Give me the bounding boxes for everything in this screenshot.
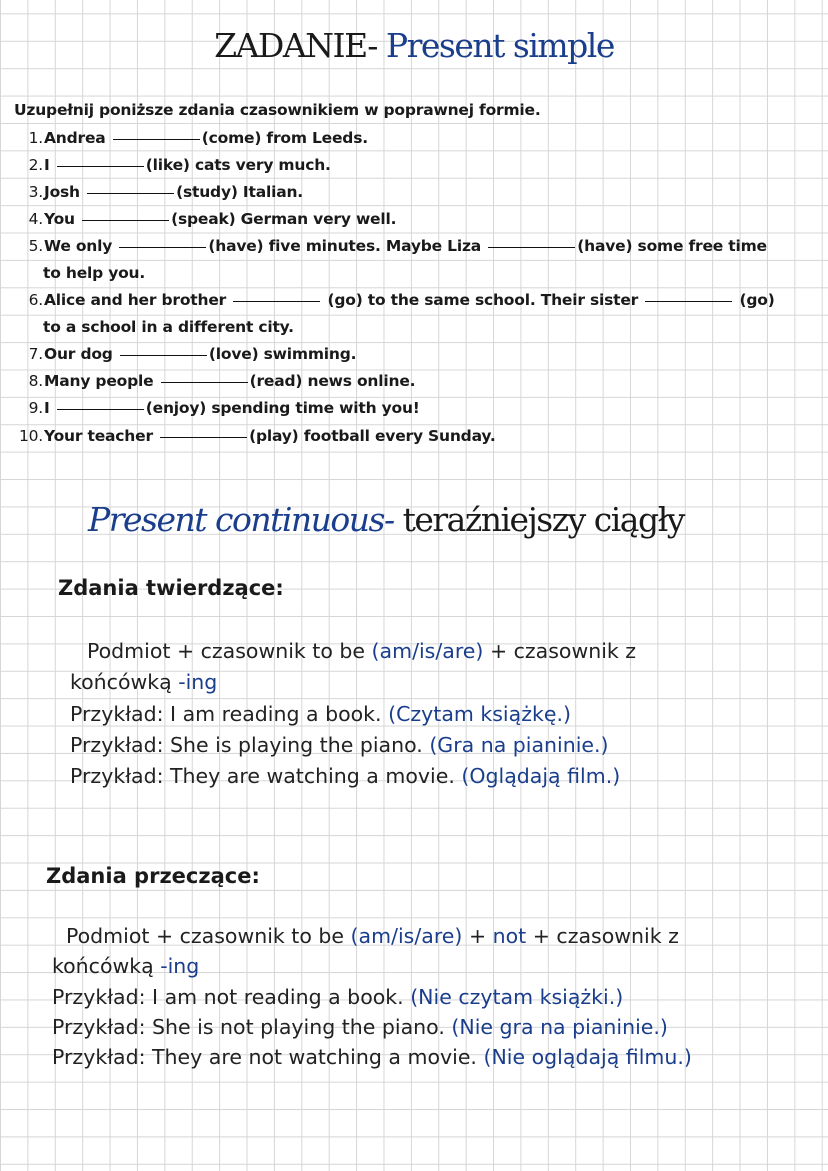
exercise-item-continuation: to a school in a different city.	[43, 318, 294, 336]
affirmative-example: Przykład: I am reading a book. (Czytam książkę.)	[70, 702, 571, 726]
exercise-item: 3.Josh (study) Italian.	[28, 183, 303, 201]
exercise-item: 5.We only (have) five minutes. Maybe Liza (have) some free time	[28, 237, 767, 255]
answer-blank[interactable]	[120, 354, 207, 356]
negative-heading: Zdania przeczące:	[46, 864, 260, 888]
answer-blank[interactable]	[57, 408, 144, 410]
exercise-item: 4.You (speak) German very well.	[28, 210, 397, 228]
section-title-accent: Present continuous-	[88, 500, 403, 539]
affirmative-example: Przykład: They are watching a movie. (Oglądają film.)	[70, 764, 621, 788]
section-title	[88, 500, 684, 539]
exercise-instruction: Uzupełnij poniższe zdania czasownikiem w poprawnej formie.	[14, 101, 541, 119]
affirmative-rule-cont: końcówką -ing	[70, 670, 218, 694]
exercise-item: 10.Your teacher (play) football every Sunday.	[18, 427, 496, 445]
answer-blank[interactable]	[119, 246, 206, 248]
answer-blank[interactable]	[113, 138, 200, 140]
exercise-item: 8.Many people (read) news online.	[28, 372, 416, 390]
negative-rule: Podmiot + czasownik to be (am/is/are) + not + czasownik z	[66, 924, 679, 948]
negative-rule-cont: końcówką -ing	[52, 954, 200, 978]
exercise-item: 6.Alice and her brother (go) to the same school. Their sister (go)	[28, 291, 775, 309]
negative-example: Przykład: I am not reading a book. (Nie czytam książki.)	[52, 985, 624, 1009]
affirmative-example: Przykład: She is playing the piano. (Gra na pianinie.)	[70, 733, 609, 757]
exercise-item: 2.I (like) cats very much.	[28, 156, 331, 174]
negative-example: Przykład: She is not playing the piano. (Nie gra na pianinie.)	[52, 1015, 668, 1039]
answer-blank[interactable]	[233, 300, 320, 302]
answer-blank[interactable]	[57, 165, 144, 167]
affirmative-rule: Podmiot + czasownik to be (am/is/are) + czasownik z	[87, 639, 637, 663]
negative-example: Przykład: They are not watching a movie. (Nie oglądają filmu.)	[52, 1045, 692, 1069]
exercise-item: 1.Andrea (come) from Leeds.	[28, 129, 368, 147]
section-title-plain: teraźniejszy ciągły	[402, 500, 684, 539]
title-accent: Present simple	[385, 26, 614, 65]
answer-blank[interactable]	[87, 192, 174, 194]
answer-blank[interactable]	[82, 219, 169, 221]
answer-blank[interactable]	[160, 436, 247, 438]
exercise-item: 9.I (enjoy) spending time with you!	[28, 399, 420, 417]
exercise-item-continuation: to help you.	[43, 264, 146, 282]
affirmative-heading: Zdania twierdzące:	[58, 576, 284, 600]
answer-blank[interactable]	[488, 246, 575, 248]
page-title	[0, 26, 828, 65]
exercise-item: 7.Our dog (love) swimming.	[28, 345, 357, 363]
answer-blank[interactable]	[161, 381, 248, 383]
title-plain: ZADANIE-	[214, 26, 386, 65]
answer-blank[interactable]	[645, 300, 732, 302]
